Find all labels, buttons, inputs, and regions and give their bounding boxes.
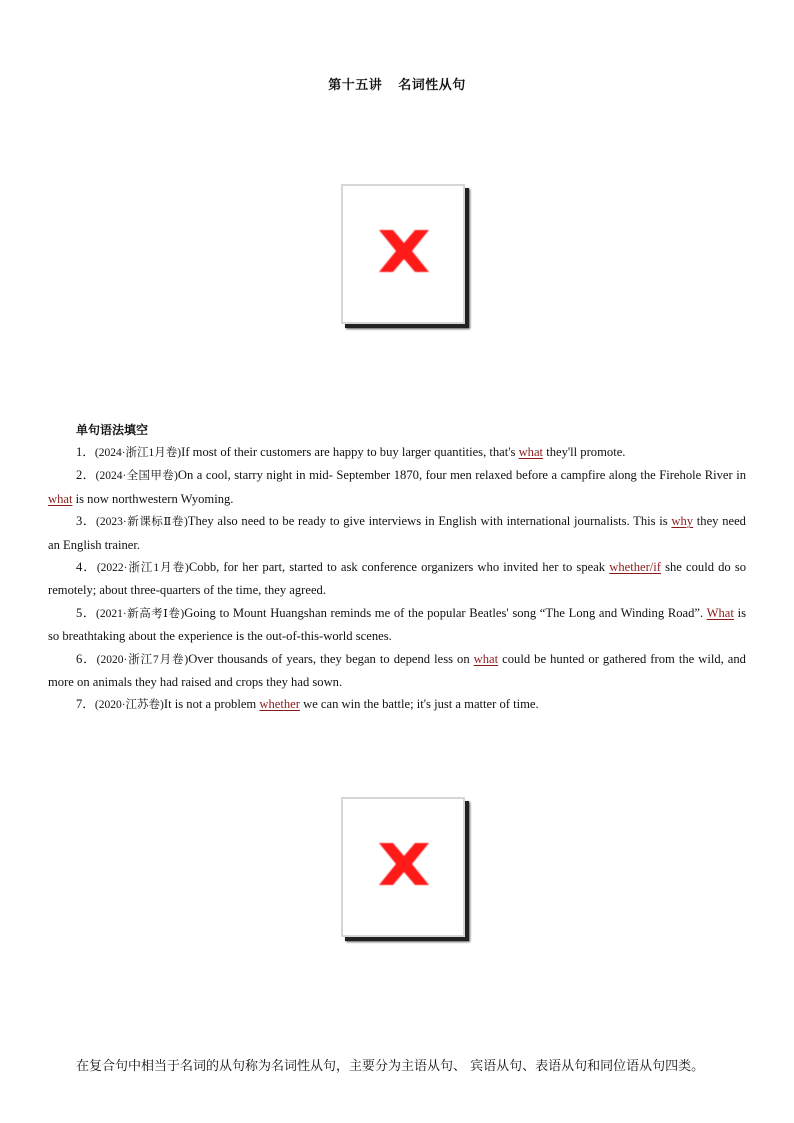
exercise-item [48,510,746,556]
exercise-number: 5． [76,605,96,620]
sentence-text: they need an English trainer. [48,514,746,552]
exercise-number: 4． [76,560,97,575]
sentence-text: is so breathtaking about the experience is the out-of-this-world scenes. [48,605,746,644]
exercise-item [48,556,746,602]
sentence-text: could be hunted or gathered from the wild, and more on animals they had raised and crops they had sown. [48,651,746,690]
red-x-icon [375,837,433,891]
exercise-item [48,602,746,648]
answer-blank: What [706,605,734,620]
answer-blank: what [473,651,499,666]
page-title [0,74,794,93]
exercise-item [48,464,746,510]
sentence-text: It is not a problem [163,697,260,712]
sentence-text: we can win the battle; it's just a matter of time. [299,697,539,712]
exercise-item [48,441,746,464]
broken-image-icon [341,797,465,937]
broken-image-icon [341,184,465,324]
section-heading: 单句语法填空 [76,423,149,437]
exercise-source: (2023·新课标Ⅱ卷) [96,516,188,529]
summary-text: 在复合句中相当于名词的从句称为名词性从句，主要分为主语从句、 宾语从句、表语从句和同位语从句四类。 [76,1059,705,1074]
answer-blank: whether [259,697,300,712]
exercise-number: 6． [76,651,97,666]
answer-blank: whether/if [609,560,661,575]
exercise-item [48,693,746,716]
red-x-icon [375,224,433,278]
exercise-source: (2020·浙江7月卷) [96,653,189,666]
exercise-number: 1． [76,445,95,459]
exercise-number: 3． [76,514,97,529]
sentence-text: Over thousands of years, they began to depend less on [188,651,474,666]
exercise-number: 2． [76,468,96,483]
exercise-number: 7． [76,697,95,712]
sentence-text: Cobb, for her part, started to ask conference organizers who invited her to speak [188,560,610,575]
sentence-text: is now northwestern Wyoming. [72,491,234,506]
answer-blank: what [518,445,544,459]
sentence-text: They also need to be ready to give interviews in English with international journalists. This is [187,514,672,529]
title-topic: 名词性从句 [398,78,466,93]
exercise-source: (2020·江苏卷) [94,699,164,712]
sentence-text: Going to Mount Huangshan reminds me of the popular Beatles' song “The Long and Winding Road”. [184,605,707,620]
sentence-text: On a cool, starry night in mid- September 1870, four men relaxed before a campfire along the Firehole River in [177,468,746,483]
exercise-list [48,441,746,717]
exercise-source: (2022·浙江1月卷) [96,562,189,575]
sentence-text: they'll promote. [543,445,626,459]
sentence-text: If most of their customers are happy to buy larger quantities, that's [181,445,519,459]
exercise-source: (2024·浙江1月卷) [94,447,182,459]
exercise-item [48,648,746,694]
exercise-source: (2024·全国甲卷) [95,470,178,483]
answer-blank: why [671,514,694,529]
answer-blank: what [48,491,73,506]
exercise-source: (2021·新高考Ⅰ卷) [95,607,185,620]
sentence-text: she could do so remotely; about three-quarters of the time, they agreed. [48,560,747,598]
title-lecture: 第十五讲 [328,78,383,93]
